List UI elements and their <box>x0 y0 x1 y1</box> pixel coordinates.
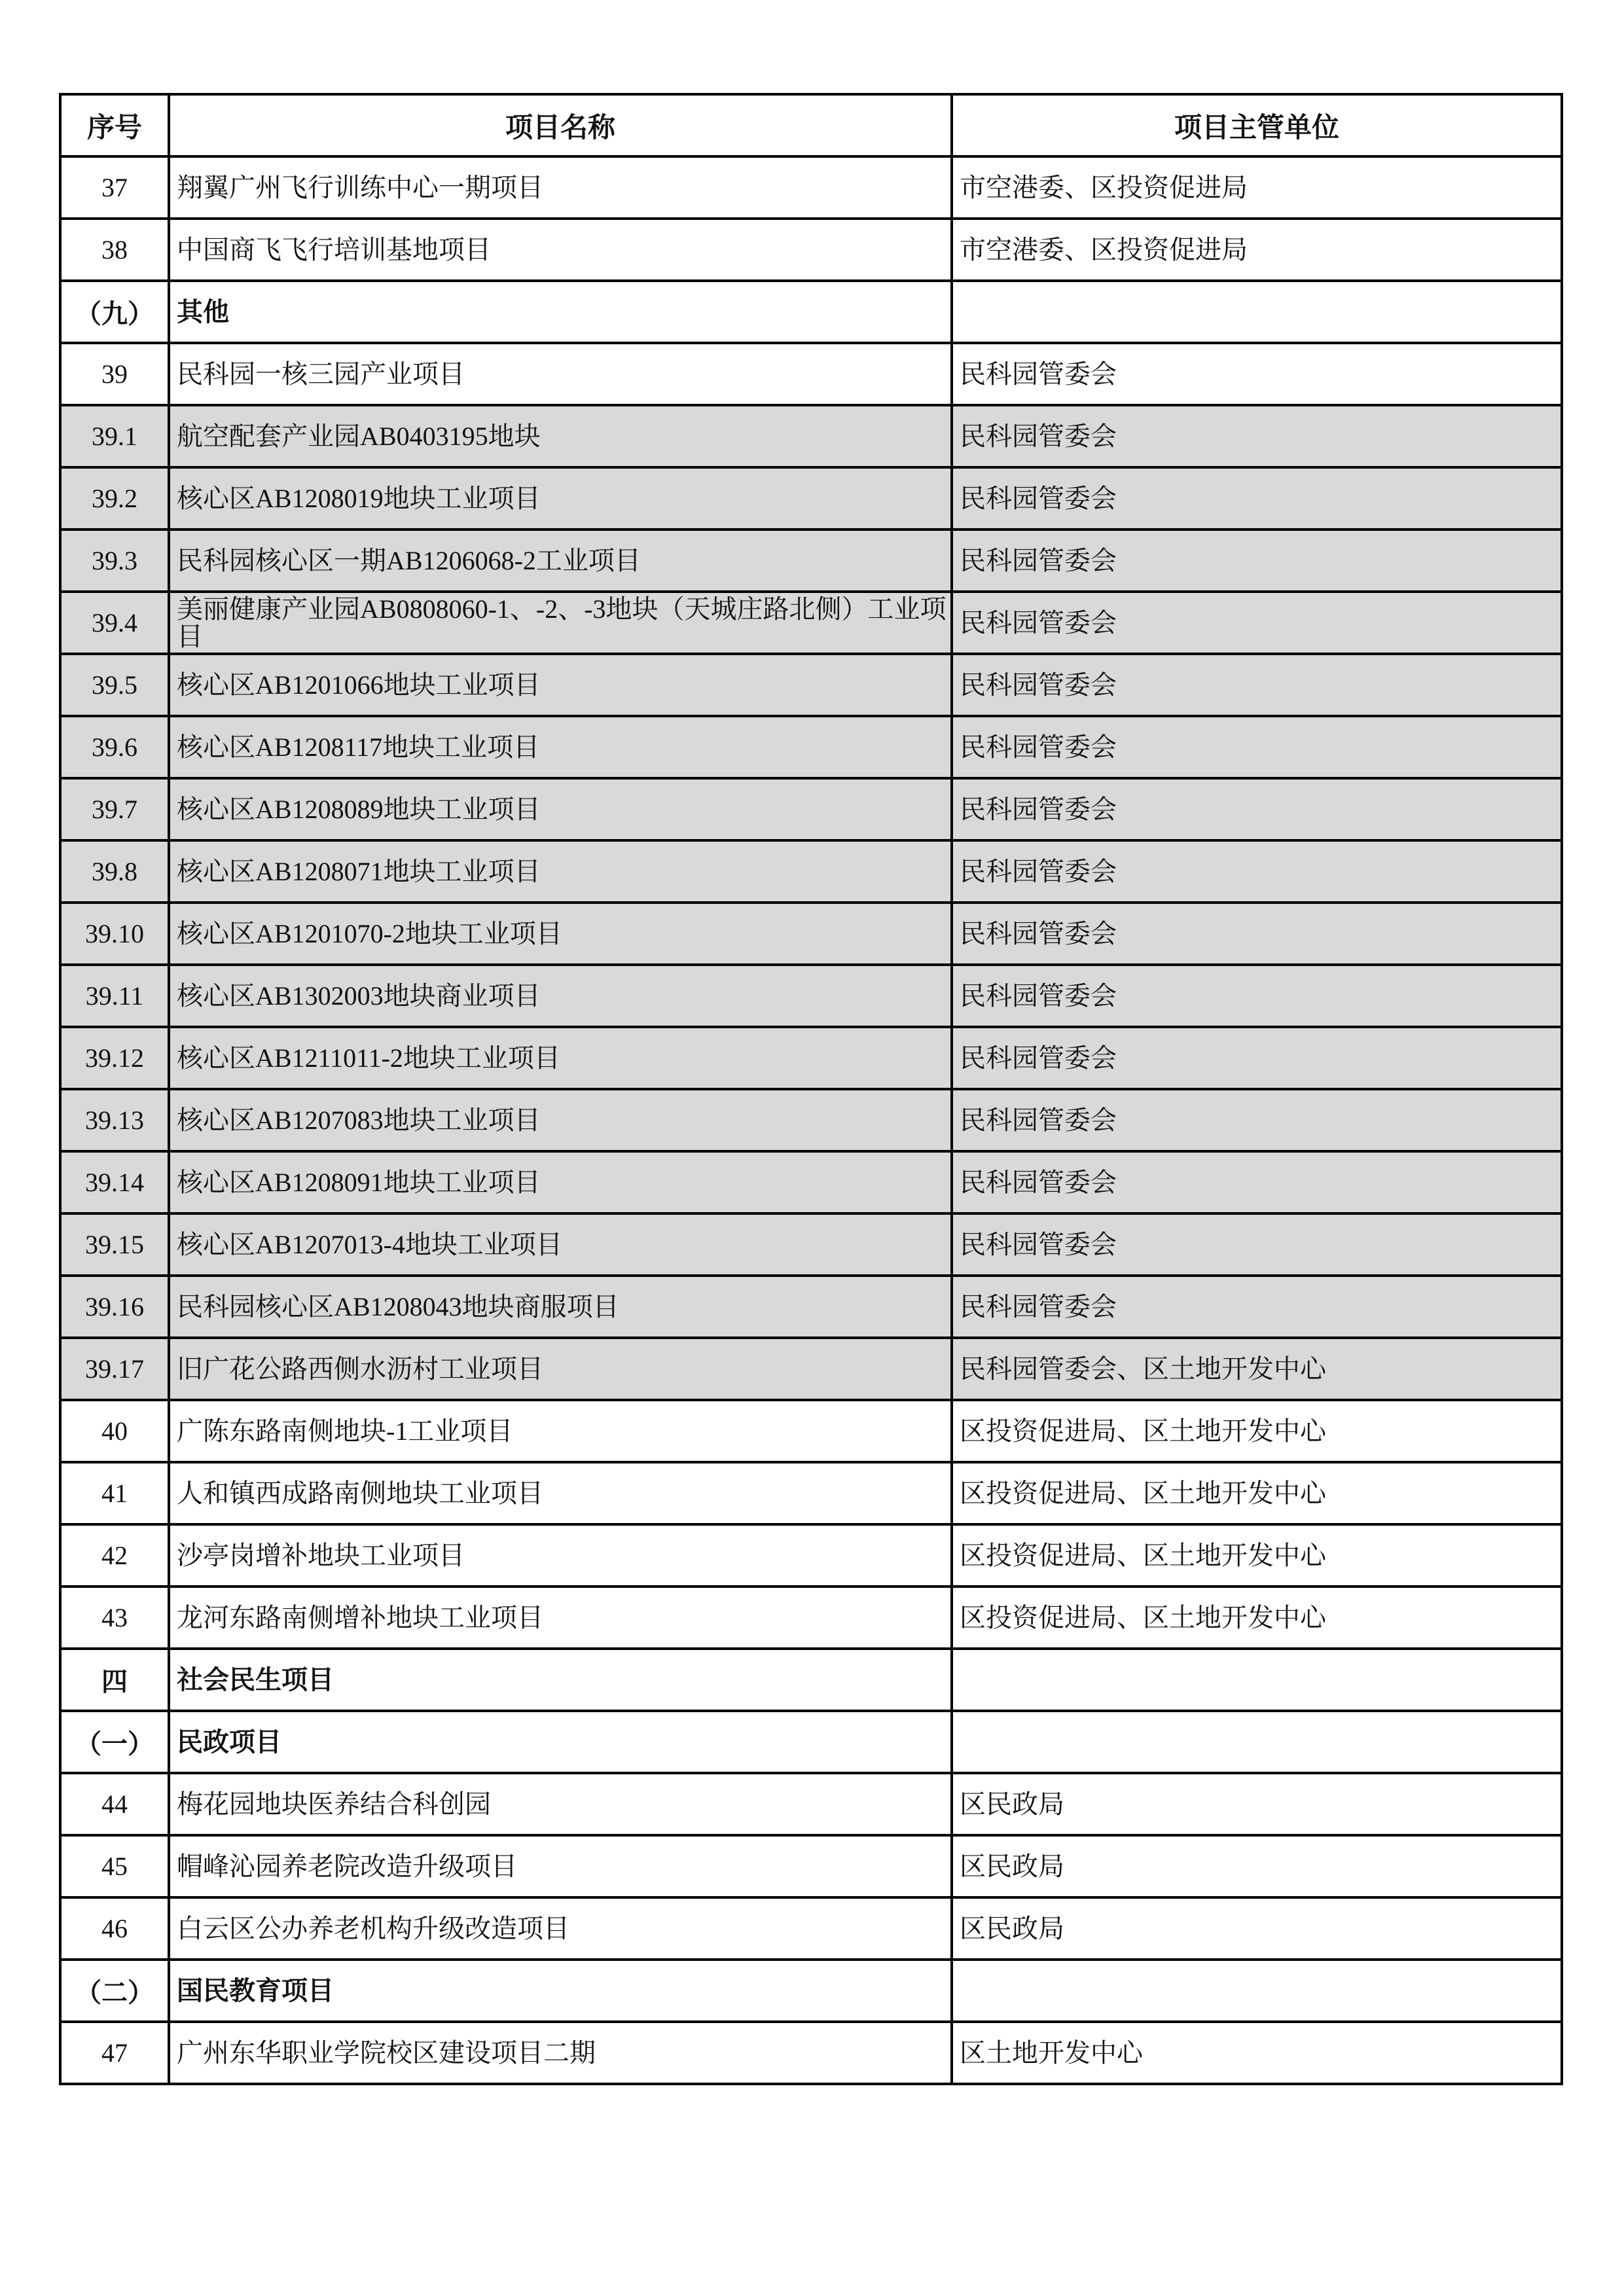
table-header-row <box>60 94 1562 156</box>
seq-cell: 39.7 <box>60 778 169 840</box>
table-row <box>60 654 1562 716</box>
seq-cell: 39.17 <box>60 1338 169 1400</box>
department-cell: 民科园管委会、区土地开发中心 <box>952 1338 1562 1400</box>
seq-cell: 39.16 <box>60 1276 169 1338</box>
project-name-cell: 核心区AB1201066地块工业项目 <box>169 654 952 716</box>
department-cell: 民科园管委会 <box>952 654 1562 716</box>
seq-cell: 39.12 <box>60 1027 169 1089</box>
project-name-cell: 其他 <box>169 281 952 343</box>
seq-cell: 38 <box>60 219 169 281</box>
department-cell: 民科园管委会 <box>952 716 1562 778</box>
table-row <box>60 1400 1562 1462</box>
seq-cell: 46 <box>60 1897 169 1960</box>
project-table <box>59 93 1563 2085</box>
table-row <box>60 903 1562 965</box>
department-cell: 民科园管委会 <box>952 1213 1562 1276</box>
section-row <box>60 1960 1562 2022</box>
seq-cell: 43 <box>60 1587 169 1649</box>
department-cell: 民科园管委会 <box>952 592 1562 654</box>
table-row <box>60 840 1562 903</box>
department-cell: 民科园管委会 <box>952 529 1562 592</box>
seq-cell: 45 <box>60 1835 169 1897</box>
department-cell: 民科园管委会 <box>952 903 1562 965</box>
table-row <box>60 965 1562 1027</box>
header-seq: 序号 <box>60 94 169 156</box>
project-name-cell: 核心区AB1208019地块工业项目 <box>169 467 952 529</box>
table-row <box>60 405 1562 467</box>
department-cell: 区民政局 <box>952 1897 1562 1960</box>
table-row <box>60 1338 1562 1400</box>
seq-cell: 39.11 <box>60 965 169 1027</box>
project-name-cell: 核心区AB1208071地块工业项目 <box>169 840 952 903</box>
department-cell: 区民政局 <box>952 1773 1562 1835</box>
project-name-cell: 核心区AB1211011-2地块工业项目 <box>169 1027 952 1089</box>
project-name-cell: 社会民生项目 <box>169 1649 952 1711</box>
section-row <box>60 1711 1562 1773</box>
department-cell: 区投资促进局、区土地开发中心 <box>952 1400 1562 1462</box>
table-row <box>60 1027 1562 1089</box>
department-cell <box>952 1960 1562 2022</box>
project-name-cell: 广州东华职业学院校区建设项目二期 <box>169 2022 952 2084</box>
table-row <box>60 467 1562 529</box>
department-cell: 民科园管委会 <box>952 1276 1562 1338</box>
seq-cell: 44 <box>60 1773 169 1835</box>
table-body <box>60 156 1562 2084</box>
project-name-cell: 核心区AB1208089地块工业项目 <box>169 778 952 840</box>
project-name-cell: 广陈东路南侧地块-1工业项目 <box>169 1400 952 1462</box>
department-cell: 民科园管委会 <box>952 1089 1562 1151</box>
table-row <box>60 778 1562 840</box>
seq-cell: 39.10 <box>60 903 169 965</box>
table-row <box>60 343 1562 405</box>
department-cell: 区投资促进局、区土地开发中心 <box>952 1462 1562 1524</box>
table-row <box>60 1462 1562 1524</box>
project-name-cell: 翔翼广州飞行训练中心一期项目 <box>169 156 952 219</box>
section-row <box>60 1649 1562 1711</box>
seq-cell: 39.14 <box>60 1151 169 1213</box>
seq-cell: 42 <box>60 1524 169 1587</box>
department-cell: 民科园管委会 <box>952 343 1562 405</box>
project-name-cell: 帽峰沁园养老院改造升级项目 <box>169 1835 952 1897</box>
table-row <box>60 1151 1562 1213</box>
table-row <box>60 1524 1562 1587</box>
project-name-cell: 航空配套产业园AB0403195地块 <box>169 405 952 467</box>
seq-cell: 39.3 <box>60 529 169 592</box>
seq-cell: 39 <box>60 343 169 405</box>
table-row <box>60 1587 1562 1649</box>
department-cell: 民科园管委会 <box>952 840 1562 903</box>
department-cell <box>952 281 1562 343</box>
project-name-cell: 核心区AB1207083地块工业项目 <box>169 1089 952 1151</box>
table-row <box>60 1773 1562 1835</box>
project-name-cell: 人和镇西成路南侧地块工业项目 <box>169 1462 952 1524</box>
department-cell: 民科园管委会 <box>952 405 1562 467</box>
project-name-cell: 民科园一核三园产业项目 <box>169 343 952 405</box>
project-name-cell: 美丽健康产业园AB0808060-1、-2、-3地块（天城庄路北侧）工业项目 <box>169 592 952 654</box>
table-row <box>60 592 1562 654</box>
project-name-cell: 核心区AB1201070-2地块工业项目 <box>169 903 952 965</box>
seq-cell: 39.1 <box>60 405 169 467</box>
table-row <box>60 1276 1562 1338</box>
seq-cell: 39.4 <box>60 592 169 654</box>
seq-cell: 47 <box>60 2022 169 2084</box>
department-cell: 区投资促进局、区土地开发中心 <box>952 1587 1562 1649</box>
department-cell: 民科园管委会 <box>952 467 1562 529</box>
seq-cell: 39.15 <box>60 1213 169 1276</box>
department-cell: 民科园管委会 <box>952 1027 1562 1089</box>
seq-cell: 40 <box>60 1400 169 1462</box>
department-cell: 民科园管委会 <box>952 778 1562 840</box>
header-project-name: 项目名称 <box>169 94 952 156</box>
seq-cell: 39.6 <box>60 716 169 778</box>
department-cell: 市空港委、区投资促进局 <box>952 156 1562 219</box>
project-name-cell: 国民教育项目 <box>169 1960 952 2022</box>
table-row <box>60 2022 1562 2084</box>
header-department: 项目主管单位 <box>952 94 1562 156</box>
table-row <box>60 716 1562 778</box>
table-row <box>60 1835 1562 1897</box>
department-cell: 区土地开发中心 <box>952 2022 1562 2084</box>
department-cell: 民科园管委会 <box>952 1151 1562 1213</box>
seq-cell: 四 <box>60 1649 169 1711</box>
seq-cell: 39.8 <box>60 840 169 903</box>
project-name-cell: 中国商飞飞行培训基地项目 <box>169 219 952 281</box>
project-name-cell: 龙河东路南侧增补地块工业项目 <box>169 1587 952 1649</box>
seq-cell: 39.13 <box>60 1089 169 1151</box>
project-name-cell: 沙亭岗增补地块工业项目 <box>169 1524 952 1587</box>
table-row <box>60 1897 1562 1960</box>
table-row <box>60 156 1562 219</box>
project-name-cell: 民科园核心区AB1208043地块商服项目 <box>169 1276 952 1338</box>
department-cell: 区投资促进局、区土地开发中心 <box>952 1524 1562 1587</box>
department-cell <box>952 1649 1562 1711</box>
seq-cell: 39.5 <box>60 654 169 716</box>
project-name-cell: 民政项目 <box>169 1711 952 1773</box>
department-cell: 区民政局 <box>952 1835 1562 1897</box>
table-row <box>60 1213 1562 1276</box>
seq-cell: 37 <box>60 156 169 219</box>
table-row <box>60 529 1562 592</box>
project-name-cell: 白云区公办养老机构升级改造项目 <box>169 1897 952 1960</box>
seq-cell: （二） <box>60 1960 169 2022</box>
project-name-cell: 旧广花公路西侧水沥村工业项目 <box>169 1338 952 1400</box>
project-name-cell: 核心区AB1208091地块工业项目 <box>169 1151 952 1213</box>
seq-cell: （九） <box>60 281 169 343</box>
seq-cell: 39.2 <box>60 467 169 529</box>
table-row <box>60 1089 1562 1151</box>
department-cell: 民科园管委会 <box>952 965 1562 1027</box>
project-name-cell: 梅花园地块医养结合科创园 <box>169 1773 952 1835</box>
project-name-cell: 核心区AB1208117地块工业项目 <box>169 716 952 778</box>
project-name-cell: 核心区AB1302003地块商业项目 <box>169 965 952 1027</box>
department-cell <box>952 1711 1562 1773</box>
project-name-cell: 民科园核心区一期AB1206068-2工业项目 <box>169 529 952 592</box>
seq-cell: 41 <box>60 1462 169 1524</box>
project-name-cell: 核心区AB1207013-4地块工业项目 <box>169 1213 952 1276</box>
department-cell: 市空港委、区投资促进局 <box>952 219 1562 281</box>
table-row <box>60 219 1562 281</box>
section-row <box>60 281 1562 343</box>
seq-cell: （一） <box>60 1711 169 1773</box>
